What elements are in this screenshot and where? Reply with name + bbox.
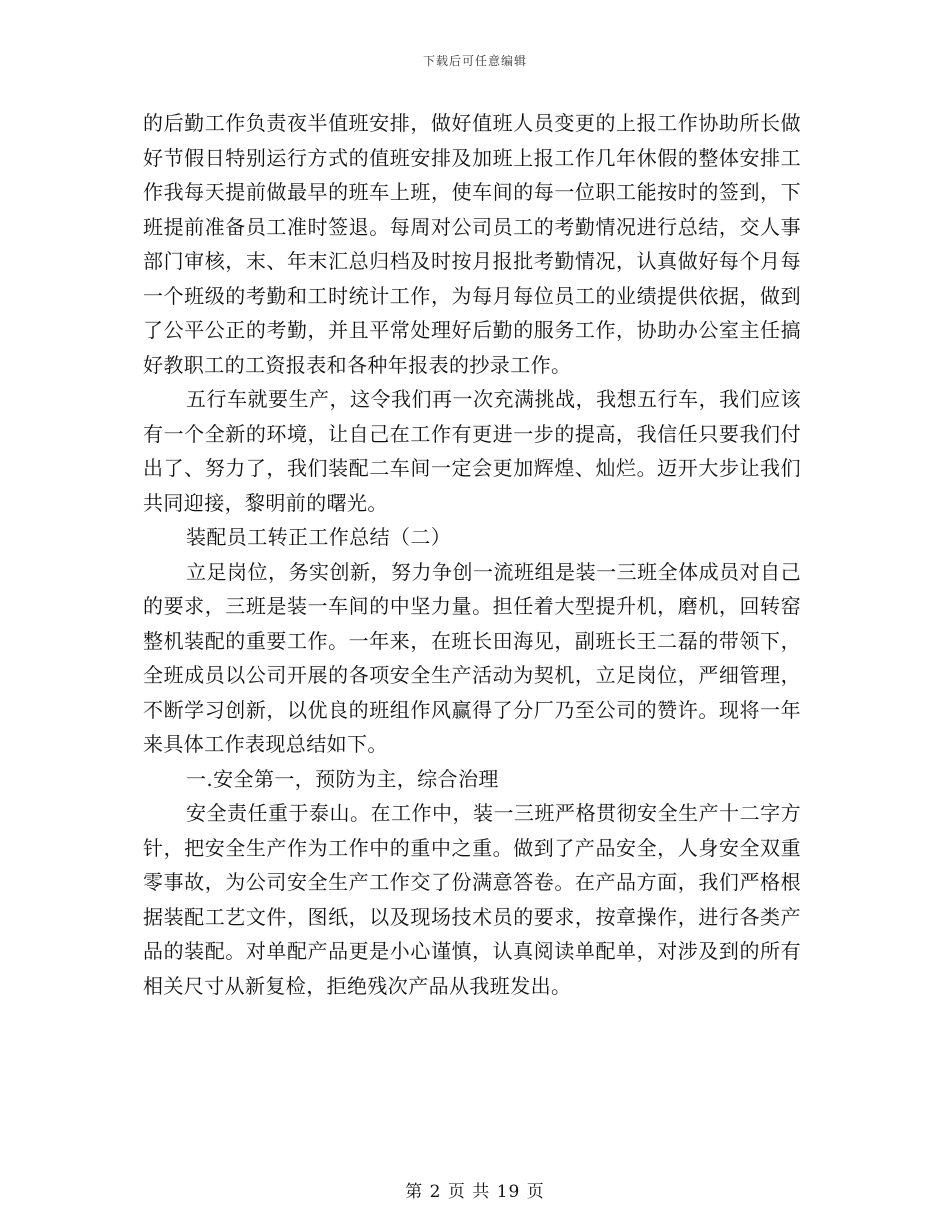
paragraph-4: 安全责任重于泰山。在工作中，装一三班严格贯彻安全生产十二字方针，把安全生产作为工作中的重中之重。做到了产品安全，人身安全双重零事故，为公司安全生产工作交了份满意答卷。在产品方面，我们严格根据装配工艺文件，图纸，以及现场技术员的要求，按章操作，进行各类产品的装配。对单配产品更是小心谨慎，认真阅读单配单，对涉及到的所有相关尺寸从新复检，拒绝残次产品从我班发出。 — [143, 801, 801, 998]
paragraph-1: 的后勤工作负责夜半值班安排，做好值班人员变更的上报工作协助所长做好节假日特别运行方式的值班安排及加班上报工作几年休假的整体安排工作我每天提前做最早的班车上班，使车间的每一位职工能按时的签到，下班提前准备员工准时签退。每周对公司员工的考勤情况进行总结，交人事部门审核，末、年末汇总归档及时按月报批考勤情况，认真做好每个月每一个班级的考勤和工时统计工作，为每月每位员工的业绩提供依据，做到了公平公正的考勤，并且平常处理好后勤的服务工作，协助办公室主任搞好教职工的工资报表和各种年报表的抄录工作。 — [143, 111, 801, 377]
section-title: 装配员工转正工作总结（二） — [186, 525, 452, 549]
header-note: 下载后可任意编辑 — [422, 54, 527, 68]
document-body — [143, 106, 801, 1003]
paragraph-3: 立足岗位，务实创新，努力争创一流班组是装一三班全体成员对自己的要求，三班是装一车间的中坚力量。担任着大型提升机，磨机，回转窑整机装配的重要工作。一年来，在班长田海见，副班长王二磊的带领下，全班成员以公司开展的各项安全生产活动为契机，立足岗位，严细管理，不断学习创新，以优良的班组作风赢得了分厂乃至公司的赞许。现将一年来具体工作表现总结如下。 — [143, 559, 801, 756]
subsection-heading: 一.安全第一，预防为主，综合治理 — [186, 766, 499, 791]
page-number: 第 2 页 共 19 页 — [405, 1182, 545, 1202]
paragraph-2: 五行车就要生产，这令我们再一次充满挑战，我想五行车，我们应该有一个全新的环境，让自己在工作有更进一步的提高，我信任只要我们付出了、努力了，我们装配二车间一定会更加辉煌、灿烂。迈开大步让我们共同迎接，黎明前的曙光。 — [143, 387, 801, 515]
